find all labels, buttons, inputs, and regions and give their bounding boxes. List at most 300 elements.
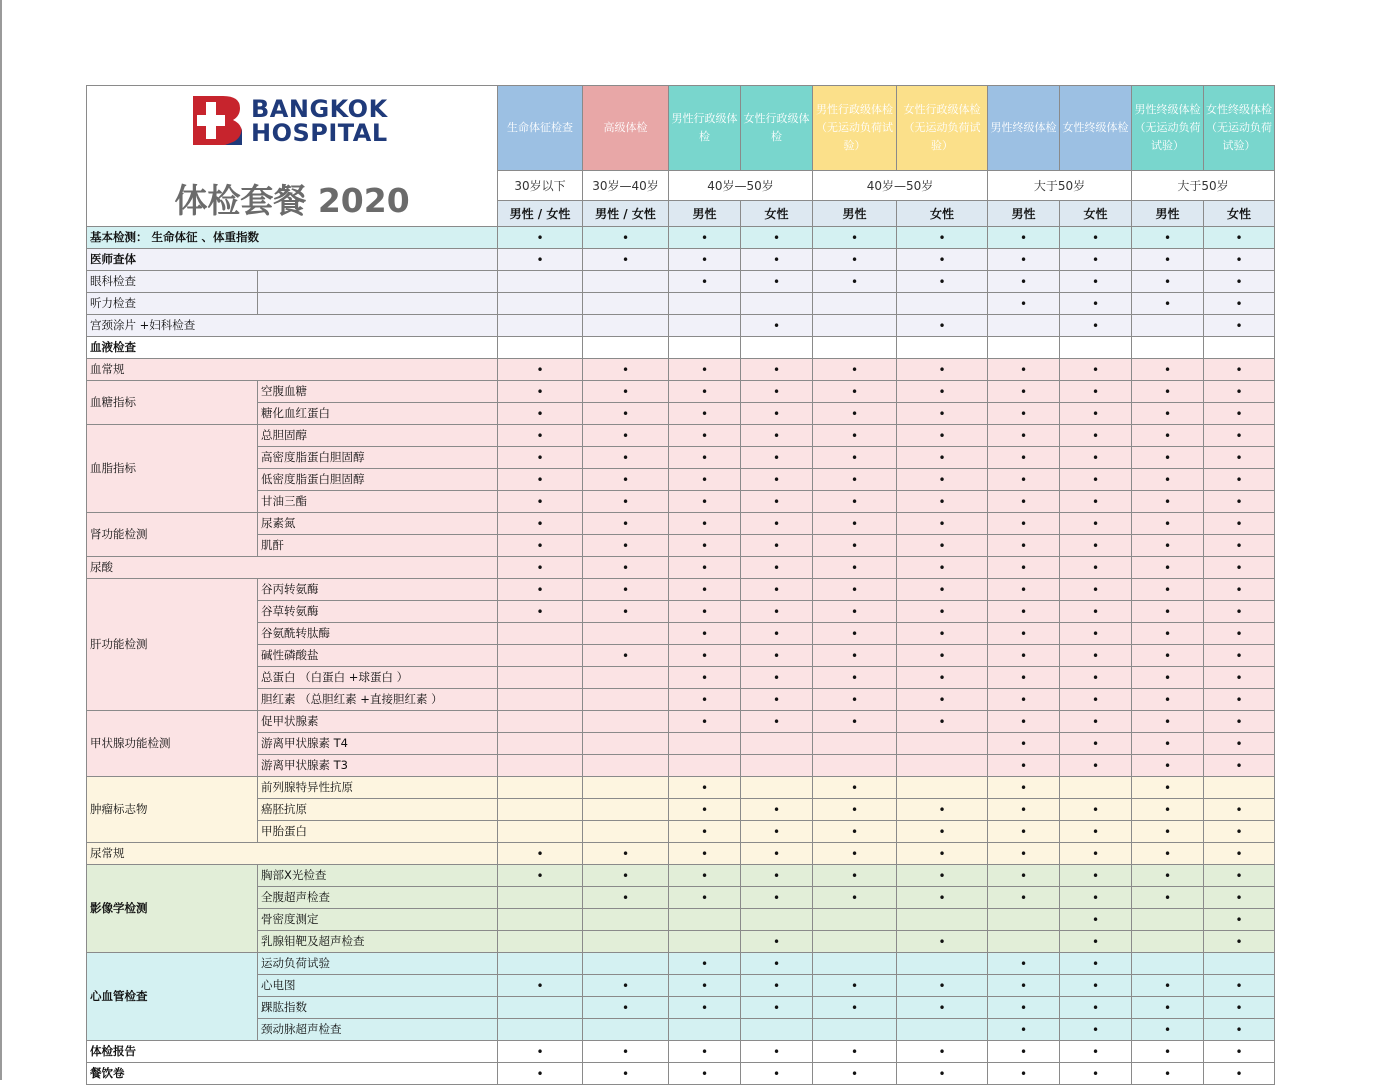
category-label: 尿常规 <box>87 843 498 865</box>
mark-cell: • <box>1132 887 1204 909</box>
mark-cell: • <box>1132 1063 1204 1085</box>
mark-cell: • <box>897 535 988 557</box>
package-header: 女性行政级体检（无运动负荷试验） <box>897 86 988 171</box>
mark-cell <box>1204 953 1275 975</box>
mark-cell <box>583 689 669 711</box>
table-row <box>87 865 1275 887</box>
item-label: 胆红素 （总胆红素 +直接胆红素 ） <box>258 689 498 711</box>
mark-cell: • <box>1204 425 1275 447</box>
mark-cell: • <box>813 799 897 821</box>
mark-cell: • <box>669 601 741 623</box>
mark-cell: • <box>1132 249 1204 271</box>
mark-cell: • <box>1132 447 1204 469</box>
mark-cell <box>583 667 669 689</box>
mark-cell: • <box>669 821 741 843</box>
mark-cell: • <box>988 689 1060 711</box>
mark-cell: • <box>813 865 897 887</box>
mark-cell: • <box>1132 799 1204 821</box>
mark-cell: • <box>897 865 988 887</box>
mark-cell: • <box>1132 271 1204 293</box>
mark-cell: • <box>741 1041 813 1063</box>
mark-cell <box>498 689 583 711</box>
mark-cell <box>897 953 988 975</box>
category-label: 血液检查 <box>87 337 498 359</box>
mark-cell: • <box>1132 535 1204 557</box>
header-logo-cell <box>87 86 498 227</box>
mark-cell: • <box>813 601 897 623</box>
table-row <box>87 425 1275 447</box>
table-row <box>87 711 1275 733</box>
mark-cell: • <box>897 271 988 293</box>
table-row <box>87 909 1275 931</box>
mark-cell: • <box>498 865 583 887</box>
checkup-package-table <box>86 85 1275 1085</box>
mark-cell: • <box>741 227 813 249</box>
mark-cell <box>583 733 669 755</box>
sex-header: 男性 / 女性 <box>583 201 669 227</box>
mark-cell: • <box>988 975 1060 997</box>
table-row <box>87 1041 1275 1063</box>
mark-cell: • <box>1204 975 1275 997</box>
mark-cell: • <box>1060 579 1132 601</box>
mark-cell <box>1132 315 1204 337</box>
mark-cell: • <box>1060 271 1132 293</box>
brand-line-2: HOSPITAL <box>251 118 388 147</box>
mark-cell: • <box>1060 667 1132 689</box>
category-label: 血糖指标 <box>87 381 258 425</box>
mark-cell: • <box>741 887 813 909</box>
mark-cell: • <box>1060 469 1132 491</box>
mark-cell: • <box>741 425 813 447</box>
mark-cell: • <box>897 315 988 337</box>
mark-cell: • <box>813 249 897 271</box>
mark-cell: • <box>1204 535 1275 557</box>
mark-cell: • <box>897 689 988 711</box>
mark-cell: • <box>1204 1063 1275 1085</box>
mark-cell: • <box>897 579 988 601</box>
mark-cell: • <box>741 557 813 579</box>
mark-cell: • <box>583 997 669 1019</box>
mark-cell <box>583 337 669 359</box>
mark-cell: • <box>1132 359 1204 381</box>
mark-cell: • <box>498 1041 583 1063</box>
mark-cell: • <box>897 887 988 909</box>
mark-cell: • <box>1204 623 1275 645</box>
mark-cell <box>741 337 813 359</box>
mark-cell: • <box>1060 645 1132 667</box>
mark-cell: • <box>498 601 583 623</box>
mark-cell <box>583 909 669 931</box>
mark-cell: • <box>1060 1019 1132 1041</box>
mark-cell: • <box>988 821 1060 843</box>
mark-cell: • <box>741 689 813 711</box>
mark-cell: • <box>1204 821 1275 843</box>
mark-cell: • <box>1132 667 1204 689</box>
item-label: 颈动脉超声检查 <box>258 1019 498 1041</box>
mark-cell <box>813 1019 897 1041</box>
item-label: 踝肱指数 <box>258 997 498 1019</box>
mark-cell: • <box>669 887 741 909</box>
mark-cell: • <box>1132 425 1204 447</box>
package-header: 女性行政级体检 <box>741 86 813 171</box>
mark-cell <box>498 1019 583 1041</box>
mark-cell: • <box>583 865 669 887</box>
mark-cell: • <box>669 711 741 733</box>
mark-cell <box>498 711 583 733</box>
mark-cell: • <box>988 887 1060 909</box>
table-row <box>87 557 1275 579</box>
mark-cell: • <box>669 491 741 513</box>
category-label: 听力检查 <box>87 293 258 315</box>
mark-cell <box>498 337 583 359</box>
mark-cell: • <box>988 491 1060 513</box>
age-group-header: 30岁—40岁 <box>583 171 669 201</box>
item-label: 糖化血红蛋白 <box>258 403 498 425</box>
mark-cell: • <box>1060 403 1132 425</box>
mark-cell <box>813 315 897 337</box>
sex-header: 女性 <box>741 201 813 227</box>
mark-cell: • <box>1060 601 1132 623</box>
item-label: 总蛋白 （白蛋白 +球蛋白 ） <box>258 667 498 689</box>
mark-cell: • <box>813 711 897 733</box>
mark-cell <box>669 755 741 777</box>
mark-cell <box>669 337 741 359</box>
mark-cell: • <box>1132 293 1204 315</box>
age-group-header: 40岁—50岁 <box>669 171 813 201</box>
mark-cell: • <box>498 579 583 601</box>
table-row <box>87 821 1275 843</box>
table-row <box>87 799 1275 821</box>
window-left-border <box>0 0 2 1080</box>
mark-cell: • <box>1060 733 1132 755</box>
mark-cell: • <box>813 579 897 601</box>
mark-cell: • <box>669 799 741 821</box>
mark-cell: • <box>897 975 988 997</box>
mark-cell: • <box>813 623 897 645</box>
mark-cell <box>1204 777 1275 799</box>
mark-cell <box>583 315 669 337</box>
mark-cell: • <box>498 381 583 403</box>
item-label: 谷丙转氨酶 <box>258 579 498 601</box>
mark-cell <box>498 315 583 337</box>
mark-cell: • <box>741 315 813 337</box>
bangkok-hospital-logo <box>193 96 388 145</box>
mark-cell: • <box>813 689 897 711</box>
mark-cell <box>1132 931 1204 953</box>
mark-cell <box>813 733 897 755</box>
mark-cell <box>498 931 583 953</box>
table-row <box>87 645 1275 667</box>
mark-cell <box>498 997 583 1019</box>
mark-cell: • <box>669 579 741 601</box>
sex-header: 女性 <box>1204 201 1275 227</box>
mark-cell: • <box>583 975 669 997</box>
package-header: 高级体检 <box>583 86 669 171</box>
mark-cell <box>498 887 583 909</box>
age-group-header: 大于50岁 <box>1132 171 1275 201</box>
mark-cell: • <box>813 887 897 909</box>
mark-cell: • <box>1204 469 1275 491</box>
mark-cell: • <box>741 469 813 491</box>
mark-cell: • <box>813 359 897 381</box>
item-label: 运动负荷试验 <box>258 953 498 975</box>
mark-cell: • <box>988 1063 1060 1085</box>
mark-cell: • <box>1204 293 1275 315</box>
mark-cell <box>897 909 988 931</box>
item-label: 肌酐 <box>258 535 498 557</box>
mark-cell: • <box>1204 689 1275 711</box>
mark-cell: • <box>741 249 813 271</box>
mark-cell: • <box>813 645 897 667</box>
mark-cell: • <box>1060 315 1132 337</box>
mark-cell <box>1060 777 1132 799</box>
item-label: 促甲状腺素 <box>258 711 498 733</box>
mark-cell <box>583 953 669 975</box>
mark-cell: • <box>498 975 583 997</box>
mark-cell <box>583 711 669 733</box>
mark-cell: • <box>813 777 897 799</box>
mark-cell: • <box>1204 359 1275 381</box>
item-label: 尿素氮 <box>258 513 498 535</box>
mark-cell: • <box>1060 227 1132 249</box>
category-label: 肾功能检测 <box>87 513 258 557</box>
table-row <box>87 689 1275 711</box>
mark-cell: • <box>669 469 741 491</box>
mark-cell: • <box>988 777 1060 799</box>
mark-cell: • <box>1060 931 1132 953</box>
table-row <box>87 1063 1275 1085</box>
table-row <box>87 953 1275 975</box>
mark-cell: • <box>988 623 1060 645</box>
mark-cell: • <box>583 645 669 667</box>
mark-cell: • <box>1060 755 1132 777</box>
mark-cell <box>897 1019 988 1041</box>
mark-cell: • <box>1132 381 1204 403</box>
mark-cell: • <box>1204 865 1275 887</box>
mark-cell: • <box>1060 821 1132 843</box>
mark-cell: • <box>813 1063 897 1085</box>
mark-cell <box>583 777 669 799</box>
mark-cell <box>498 799 583 821</box>
mark-cell <box>583 931 669 953</box>
mark-cell: • <box>813 557 897 579</box>
sex-header: 女性 <box>897 201 988 227</box>
mark-cell: • <box>1060 293 1132 315</box>
table-row <box>87 359 1275 381</box>
table-row <box>87 997 1275 1019</box>
table-row <box>87 337 1275 359</box>
mark-cell: • <box>583 425 669 447</box>
mark-cell: • <box>1060 975 1132 997</box>
mark-cell: • <box>1132 403 1204 425</box>
mark-cell: • <box>897 513 988 535</box>
package-header: 男性行政级体检 <box>669 86 741 171</box>
mark-cell: • <box>669 1063 741 1085</box>
mark-cell <box>741 777 813 799</box>
mark-cell: • <box>1132 645 1204 667</box>
mark-cell <box>669 909 741 931</box>
mark-cell: • <box>897 491 988 513</box>
mark-cell: • <box>1204 579 1275 601</box>
mark-cell: • <box>1132 821 1204 843</box>
mark-cell: • <box>741 975 813 997</box>
mark-cell: • <box>1060 689 1132 711</box>
mark-cell <box>741 733 813 755</box>
mark-cell: • <box>1204 887 1275 909</box>
mark-cell <box>583 755 669 777</box>
mark-cell: • <box>498 469 583 491</box>
mark-cell: • <box>897 469 988 491</box>
sex-header: 男性 <box>669 201 741 227</box>
mark-cell: • <box>1060 1041 1132 1063</box>
mark-cell: • <box>1204 843 1275 865</box>
mark-cell: • <box>741 535 813 557</box>
mark-cell: • <box>498 1063 583 1085</box>
mark-cell: • <box>813 271 897 293</box>
mark-cell: • <box>988 579 1060 601</box>
mark-cell <box>669 733 741 755</box>
mark-cell: • <box>1204 315 1275 337</box>
mark-cell: • <box>498 491 583 513</box>
mark-cell: • <box>897 227 988 249</box>
mark-cell: • <box>669 975 741 997</box>
mark-cell: • <box>1132 843 1204 865</box>
mark-cell: • <box>1060 535 1132 557</box>
mark-cell: • <box>813 513 897 535</box>
item-label: 低密度脂蛋白胆固醇 <box>258 469 498 491</box>
mark-cell <box>988 315 1060 337</box>
mark-cell <box>897 337 988 359</box>
mark-cell <box>988 931 1060 953</box>
mark-cell: • <box>1204 381 1275 403</box>
mark-cell: • <box>988 249 1060 271</box>
mark-cell: • <box>498 403 583 425</box>
mark-cell: • <box>1204 733 1275 755</box>
mark-cell: • <box>669 381 741 403</box>
mark-cell: • <box>988 1041 1060 1063</box>
mark-cell: • <box>669 667 741 689</box>
mark-cell: • <box>1204 667 1275 689</box>
mark-cell: • <box>1204 1019 1275 1041</box>
mark-cell <box>1132 953 1204 975</box>
mark-cell: • <box>988 799 1060 821</box>
mark-cell: • <box>1060 843 1132 865</box>
item-label: 前列腺特异性抗原 <box>258 777 498 799</box>
table-row <box>87 975 1275 997</box>
mark-cell: • <box>1060 953 1132 975</box>
mark-cell: • <box>741 491 813 513</box>
mark-cell: • <box>583 513 669 535</box>
mark-cell: • <box>813 997 897 1019</box>
mark-cell <box>741 909 813 931</box>
mark-cell: • <box>741 931 813 953</box>
mark-cell <box>669 931 741 953</box>
category-label: 宫颈涂片 +妇科检查 <box>87 315 498 337</box>
mark-cell <box>813 931 897 953</box>
sex-header: 男性 <box>1132 201 1204 227</box>
mark-cell: • <box>498 227 583 249</box>
category-label: 餐饮卷 <box>87 1063 498 1085</box>
item-label: 癌胚抗原 <box>258 799 498 821</box>
item-label: 甲胎蛋白 <box>258 821 498 843</box>
mark-cell: • <box>583 579 669 601</box>
mark-cell: • <box>988 843 1060 865</box>
mark-cell: • <box>897 1041 988 1063</box>
mark-cell: • <box>1204 645 1275 667</box>
mark-cell <box>669 293 741 315</box>
mark-cell: • <box>1132 1041 1204 1063</box>
mark-cell: • <box>988 381 1060 403</box>
table-row <box>87 931 1275 953</box>
table-row <box>87 843 1275 865</box>
mark-cell: • <box>1204 601 1275 623</box>
package-header: 生命体征检查 <box>498 86 583 171</box>
mark-cell: • <box>1204 447 1275 469</box>
item-label: 碱性磷酸盐 <box>258 645 498 667</box>
mark-cell <box>583 1019 669 1041</box>
mark-cell <box>498 645 583 667</box>
mark-cell <box>498 909 583 931</box>
mark-cell: • <box>897 843 988 865</box>
mark-cell: • <box>498 249 583 271</box>
mark-cell: • <box>813 843 897 865</box>
mark-cell: • <box>583 535 669 557</box>
mark-cell: • <box>813 381 897 403</box>
category-label: 甲状腺功能检测 <box>87 711 258 777</box>
mark-cell: • <box>741 579 813 601</box>
mark-cell: • <box>897 381 988 403</box>
table-row <box>87 227 1275 249</box>
mark-cell: • <box>741 821 813 843</box>
mark-cell <box>669 1019 741 1041</box>
mark-cell: • <box>1132 711 1204 733</box>
mark-cell: • <box>988 711 1060 733</box>
mark-cell <box>583 799 669 821</box>
mark-cell: • <box>1060 491 1132 513</box>
mark-cell: • <box>1204 557 1275 579</box>
mark-cell: • <box>669 623 741 645</box>
table-row <box>87 535 1275 557</box>
mark-cell: • <box>1060 359 1132 381</box>
table-row <box>87 249 1275 271</box>
mark-cell: • <box>1132 755 1204 777</box>
mark-cell <box>498 667 583 689</box>
mark-cell: • <box>988 513 1060 535</box>
mark-cell: • <box>498 557 583 579</box>
mark-cell: • <box>583 381 669 403</box>
mark-cell: • <box>741 865 813 887</box>
mark-cell <box>498 271 583 293</box>
category-label: 肿瘤标志物 <box>87 777 258 843</box>
mark-cell: • <box>583 469 669 491</box>
mark-cell: • <box>498 425 583 447</box>
category-label: 血脂指标 <box>87 425 258 513</box>
table-row <box>87 1019 1275 1041</box>
item-label: 胸部X光检查 <box>258 865 498 887</box>
mark-cell: • <box>1060 425 1132 447</box>
sex-header: 男性 <box>813 201 897 227</box>
mark-cell: • <box>669 513 741 535</box>
package-header: 男性行政级体检（无运动负荷试验） <box>813 86 897 171</box>
mark-cell: • <box>669 535 741 557</box>
mark-cell: • <box>897 997 988 1019</box>
mark-cell: • <box>897 249 988 271</box>
mark-cell: • <box>669 249 741 271</box>
mark-cell <box>583 623 669 645</box>
package-header: 女性终级体检（无运动负荷试验） <box>1204 86 1275 171</box>
item-label: 乳腺钼靶及超声检查 <box>258 931 498 953</box>
package-header: 女性终级体检 <box>1060 86 1132 171</box>
